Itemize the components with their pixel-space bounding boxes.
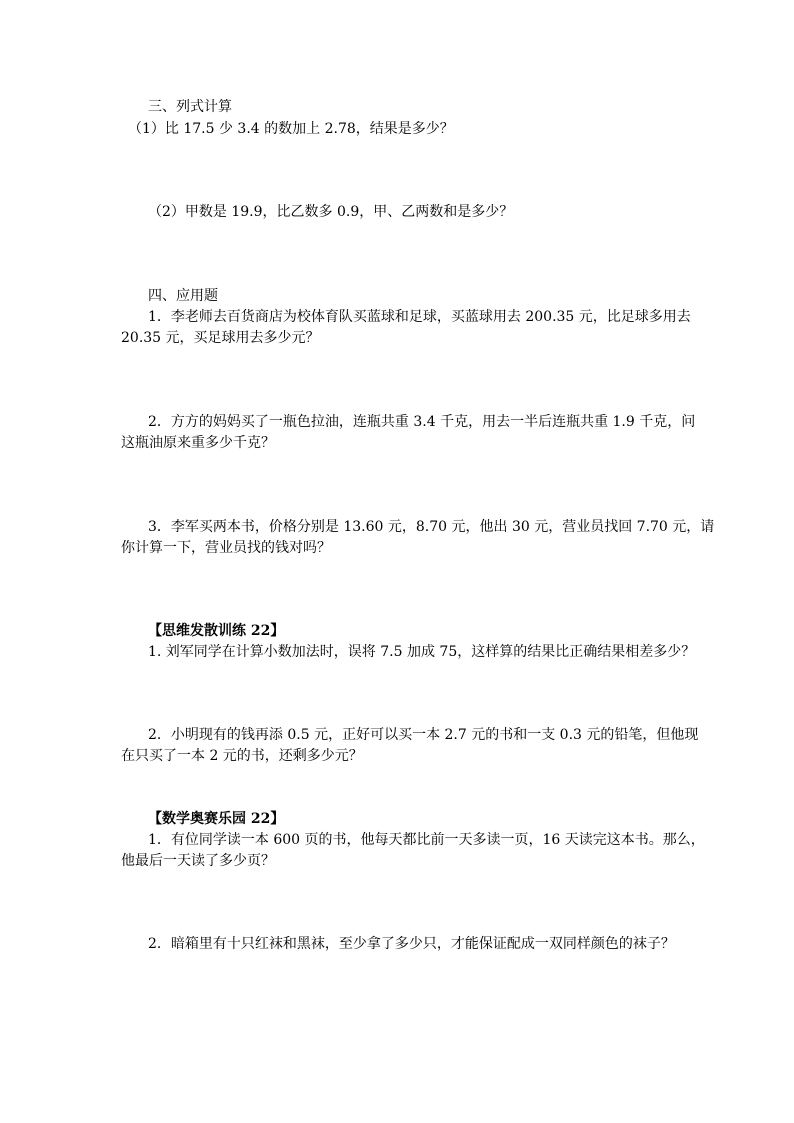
olympiad-problem-1-line2: 他最后一天读了多少页？ bbox=[121, 853, 275, 869]
problem-4-3-line1: 3．李军买两本书，价格分别是 13.60 元，8.70 元，他出 30 元，营业员找回 7.70 元，请 bbox=[148, 519, 715, 535]
thinking-problem-1: 1. 刘军同学在计算小数加法时，误将 7.5 加成 75，这样算的结果比正确结果相差多少？ bbox=[148, 644, 696, 660]
problem-4-1-line2: 20.35 元，买足球用去多少元？ bbox=[121, 330, 320, 346]
section-4-heading: 四、应用题 bbox=[148, 288, 218, 304]
problem-4-2-line1: 2．方方的妈妈买了一瓶色拉油，连瓶共重 3.4 千克，用去一半后连瓶共重 1.9 千克，问 bbox=[148, 414, 696, 430]
question-3-1: （1）比 17.5 少 3.4 的数加上 2.78，结果是多少？ bbox=[128, 121, 454, 137]
problem-4-2-line2: 这瓶油原来重多少千克？ bbox=[121, 435, 275, 451]
olympiad-problem-2: 2．暗箱里有十只红袜和黑袜，至少拿了多少只，才能保证配成一双同样颜色的袜子？ bbox=[148, 936, 675, 952]
thinking-problem-2-line1: 2．小明现有的钱再添 0.5 元，正好可以买一本 2.7 元的书和一支 0.3 元的铅笔，但他现 bbox=[148, 727, 699, 743]
olympiad-heading: 【数学奥赛乐园 22】 bbox=[148, 811, 285, 827]
problem-4-3-line2: 你计算一下，营业员找的钱对吗？ bbox=[121, 540, 331, 556]
section-3-heading: 三、列式计算 bbox=[148, 99, 232, 115]
problem-4-1-line1: 1．李老师去百货商店为校体育队买蓝球和足球，买蓝球用去 200.35 元，比足球多用去 bbox=[148, 309, 691, 325]
question-3-2: （2）甲数是 19.9，比乙数多 0.9，甲、乙两数和是多少？ bbox=[148, 204, 514, 220]
thinking-heading: 【思维发散训练 22】 bbox=[148, 623, 285, 639]
olympiad-problem-1-line1: 1．有位同学读一本 600 页的书，他每天都比前一天多读一页，16 天读完这本书。那么， bbox=[148, 832, 705, 848]
thinking-problem-2-line2: 在只买了一本 2 元的书，还剩多少元？ bbox=[121, 748, 363, 764]
